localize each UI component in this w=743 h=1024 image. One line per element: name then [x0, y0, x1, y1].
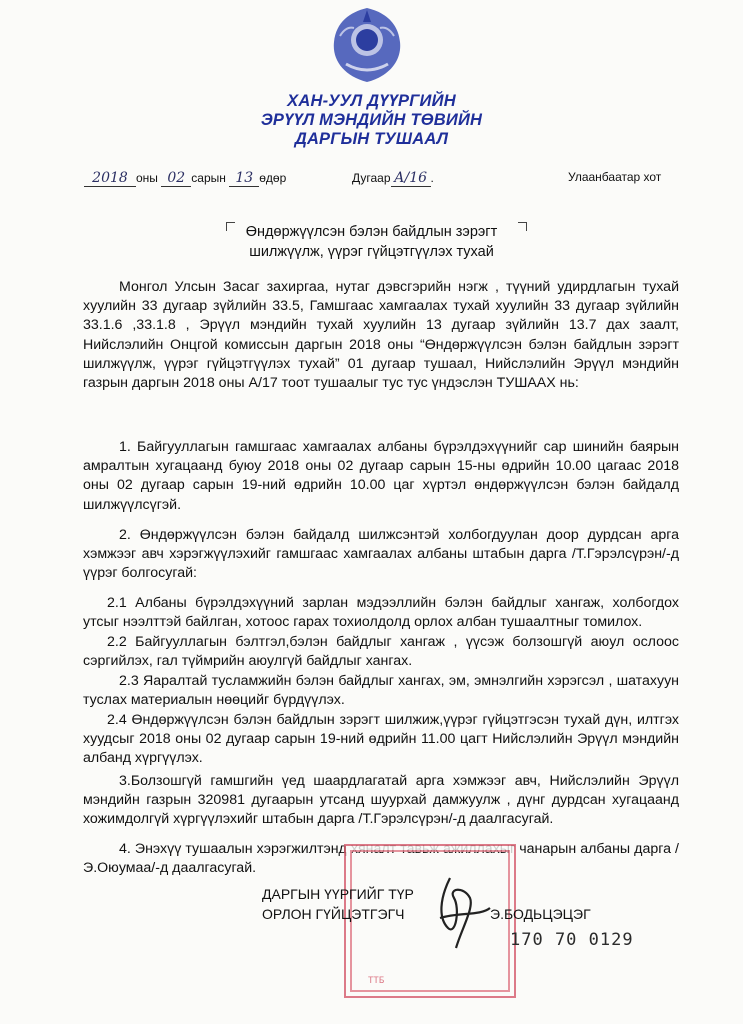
order-number: А/16	[391, 170, 431, 187]
subject-line-1: Өндөржүүлсэн бэлэн байдлын зэрэгт	[245, 224, 498, 240]
item-2-1-paragraph: 2.1 Албаны бүрэлдэхүүний зарлан мэдээллийн бэлэн байдлыг хангаж, холбогдох утсыг нээлттэй байлган, хотоос гарах тохиолдолд орлох албан тушаалтныг томилох.	[83, 595, 679, 631]
month-label: сарын	[191, 171, 226, 185]
state-emblem-icon	[326, 6, 408, 84]
city-label: Улаанбаатар хот	[568, 170, 662, 184]
item-2-paragraph: 2. Өндөржүүлсэн бэлэн байдалд шилжсэнтэй холбогдуулан доор дурдсан арга хэмжээг авч хэрэгжүүлэхийг гамшгаас хамгаалах албаны штабын дарга /Т.Гэрэлсүрэн/-д үүрэг болгосугай:	[83, 527, 679, 582]
item-4-paragraph: 4. Энэхүү тушаалын хэрэгжилтэнд хяналт тавьж ажиллахыг чанарын албаны дарга /Э.Оюумаа/-д даалгасугай.	[83, 841, 679, 877]
serial-number: 170 70 0129	[510, 930, 634, 950]
year-label: оны	[136, 171, 158, 185]
signatory-name: Э.БОДЬЦЭЦЭГ	[490, 906, 591, 922]
order-year: 2018	[84, 170, 136, 187]
signatory-title-line-2: ОРЛОН ГҮЙЦЭТГЭГЧ	[262, 906, 405, 922]
item-1-paragraph: 1. Байгууллагын гамшгаас хамгаалах албаны бүрэлдэхүүнийг сар шинийн баярын амралтын хугацаанд буюу 2018 оны 02 дугаар сарын 15-ны өдрийн 10.00 цагаас 2018 оны 02 дугаар сарын 19-ний өдрийн 10.00 цаг хүртэл өндөржүүлсэн бэлэн байдалд шилжүүлсүгэй.	[83, 439, 679, 513]
item-2-3-paragraph: 2.3 Яаралтай тусламжийн бэлэн байдлыг хангах, эм, эмнэлгийн хэрэгсэл , шатахуун туслах материалын нөөцийг бүрдүүлэх.	[83, 673, 679, 709]
header-line-2: ЭРҮҮЛ МЭНДИЙН ТӨВИЙН	[260, 111, 483, 129]
header-line-1: ХАН-УУЛ ДҮҮРГИЙН	[287, 92, 456, 110]
subject-line-2: шилжүүлж, үүрэг гүйцэтгүүлэх тухай	[249, 244, 494, 260]
item-3-paragraph: 3.Болзошгүй гамшгийн үед шаардлагатай арга хэмжээг авч, Нийслэлийн Эрүүл мэндийн газрын 320981 дугаарын утсанд шуурхай дамжуулж , дүнг дурдсан хугацаанд хожимдолгүй хүргүүлэхийг штабын дарга /Т.Гэрэлсүрэн/-д даалгасугай.	[83, 773, 679, 828]
day-label: өдөр	[259, 171, 287, 185]
item-2-4-paragraph: 2.4 Өндөржүүлсэн бэлэн байдлын зэрэгт шилжиж,үүрэг гүйцэтгэсэн тухай дүн, илтгэх хуудсыг 2018 оны 02 дугаар сарын 19-ний өдрийн 11.00 цагт Нийслэлийн Эрүүл мэндийн албанд хүргүүлэх.	[83, 712, 679, 767]
stamp-code: ТТБ	[368, 976, 385, 986]
handwritten-signature-icon	[420, 868, 500, 958]
number-label: Дугаар	[352, 171, 391, 185]
order-day: 13	[229, 170, 259, 187]
date-line: 2018 оны 02 сарын 13 өдөр Дугаар А/16 . Улаанбаатар хот	[0, 170, 743, 194]
signatory-title-line-1: ДАРГЫН ҮҮРГИЙГ ТҮР	[262, 886, 414, 902]
item-2-2-paragraph: 2.2 Байгууллагын бэлтгэл,бэлэн байдлыг хангаж , үүсэж болзошгүй аюул ослоос сэргийлэх, гал түймрийн аюулгүй байдлыг хангах.	[83, 634, 679, 670]
preamble-paragraph: Монгол Улсын Засаг захиргаа, нутаг дэвсгэрийн нэгж , түүний удирдлагын тухай хуулийн 33 дугаар зүйлийн 33.5, Гамшгаас хамгаалах тухай хуулийн 33 дугаар зүйлийн 33.1.6 ,33.1.8 , Эрүүл мэндийн тухай хуулийн 13 дугаар зүйлийн 13.7 дах заалт, Нийслэлийн Онцгой комиссын даргын 2018 оны “Өндөржүүлсэн бэлэн байдлын зэрэгт шилжүүлж, үүрэг гүйцэтгүүлэх тухай” 01 дугаар тушаал, Нийслэлийн Эрүүл мэндийн газрын даргын 2018 оны А/17 тоот тушаалыг тус тус үндэслэн ТУШААХ нь:	[83, 279, 679, 392]
order-month: 02	[161, 170, 191, 187]
header-line-3: ДАРГЫН ТУШААЛ	[294, 130, 449, 148]
